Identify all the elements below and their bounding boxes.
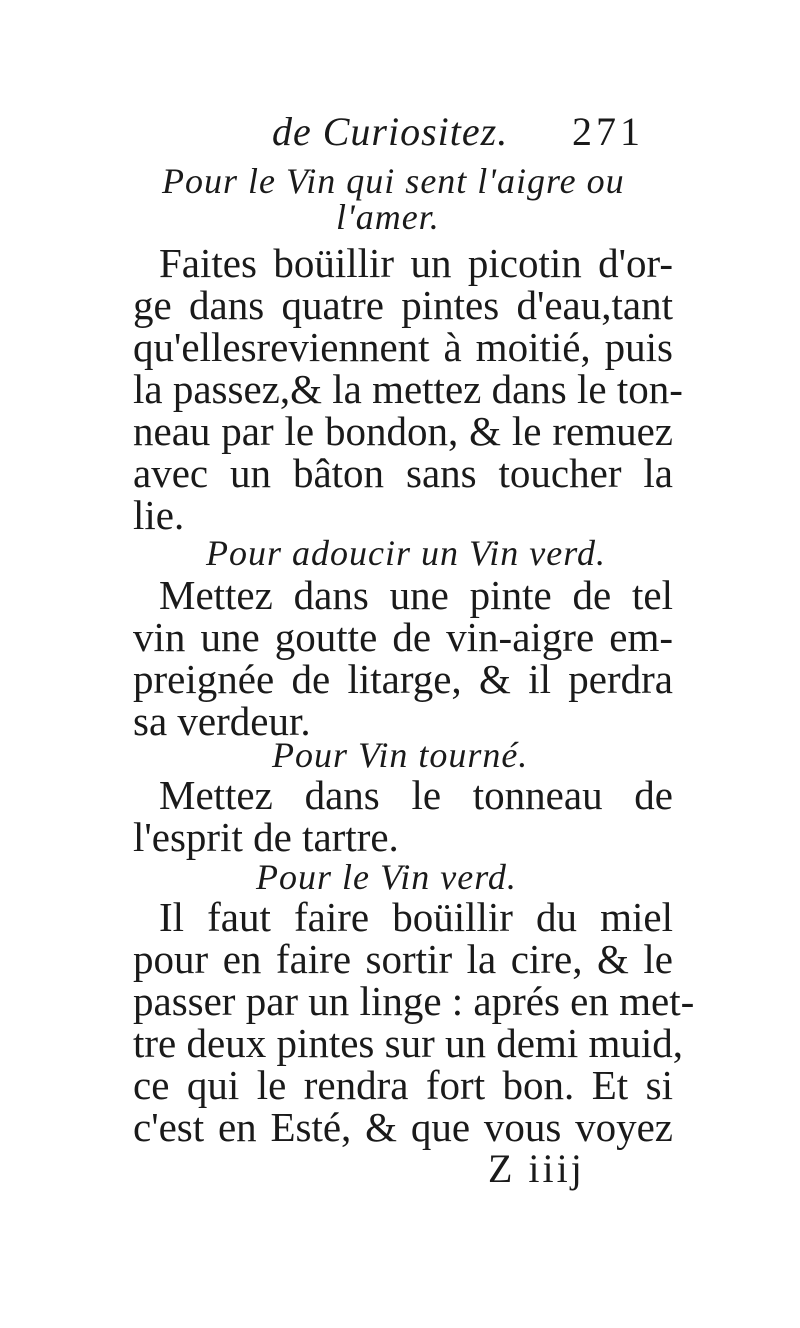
text-line: avec un bâton sans toucher la: [133, 450, 673, 496]
section-paragraph-2: [133, 574, 673, 742]
text-line: sa verdeur.: [133, 698, 311, 744]
text-line: qu'ellesreviennent à moitié, puis: [133, 324, 673, 370]
text-line: lie.: [133, 492, 185, 538]
text-line: la passez,& la mettez dans le ton-: [133, 366, 683, 412]
text-line: vin une goutte de vin-aigre em-: [133, 614, 673, 660]
section-paragraph-4: [133, 894, 695, 1150]
section-heading-2: Pour adoucir un Vin verd.: [206, 533, 606, 573]
text-line: pour en faire sortir la cire, & le: [133, 936, 673, 982]
text-line: ge dans quatre pintes d'eau,tant: [133, 282, 673, 328]
section-heading-1-cont: l'amer.: [336, 197, 440, 237]
text-line: Faites boüillir un picotin d'or-: [159, 240, 673, 286]
page-number: 271: [572, 109, 644, 154]
section-heading-4: Pour le Vin verd.: [256, 857, 517, 897]
section-paragraph-1: [133, 240, 683, 538]
section-paragraph-3: [133, 774, 673, 858]
text-line: passer par un linge : aprés en met-: [133, 978, 695, 1024]
text-line: Mettez dans le tonneau de: [159, 772, 673, 818]
running-title: de Curiositez.: [272, 109, 509, 154]
text-line: l'esprit de tartre.: [133, 814, 399, 860]
text-line: neau par le bondon, & le remuez: [133, 408, 673, 454]
text-line: tre deux pintes sur un demi muid,: [133, 1020, 683, 1066]
signature-mark: Z iiij: [488, 1146, 585, 1191]
page-header: [0, 108, 800, 158]
text-line: preignée de litarge, & il perdra: [133, 656, 673, 702]
section-heading-3: Pour Vin tourné.: [272, 735, 529, 775]
text-line: ce qui le rendra fort bon. Et si: [133, 1062, 673, 1108]
section-heading-1: Pour le Vin qui sent l'aigre ou: [162, 161, 625, 201]
text-line: Il faut faire boüillir du miel: [159, 894, 673, 940]
text-line: c'est en Esté, & que vous voyez: [133, 1104, 673, 1150]
text-line: Mettez dans une pinte de tel: [159, 572, 673, 618]
